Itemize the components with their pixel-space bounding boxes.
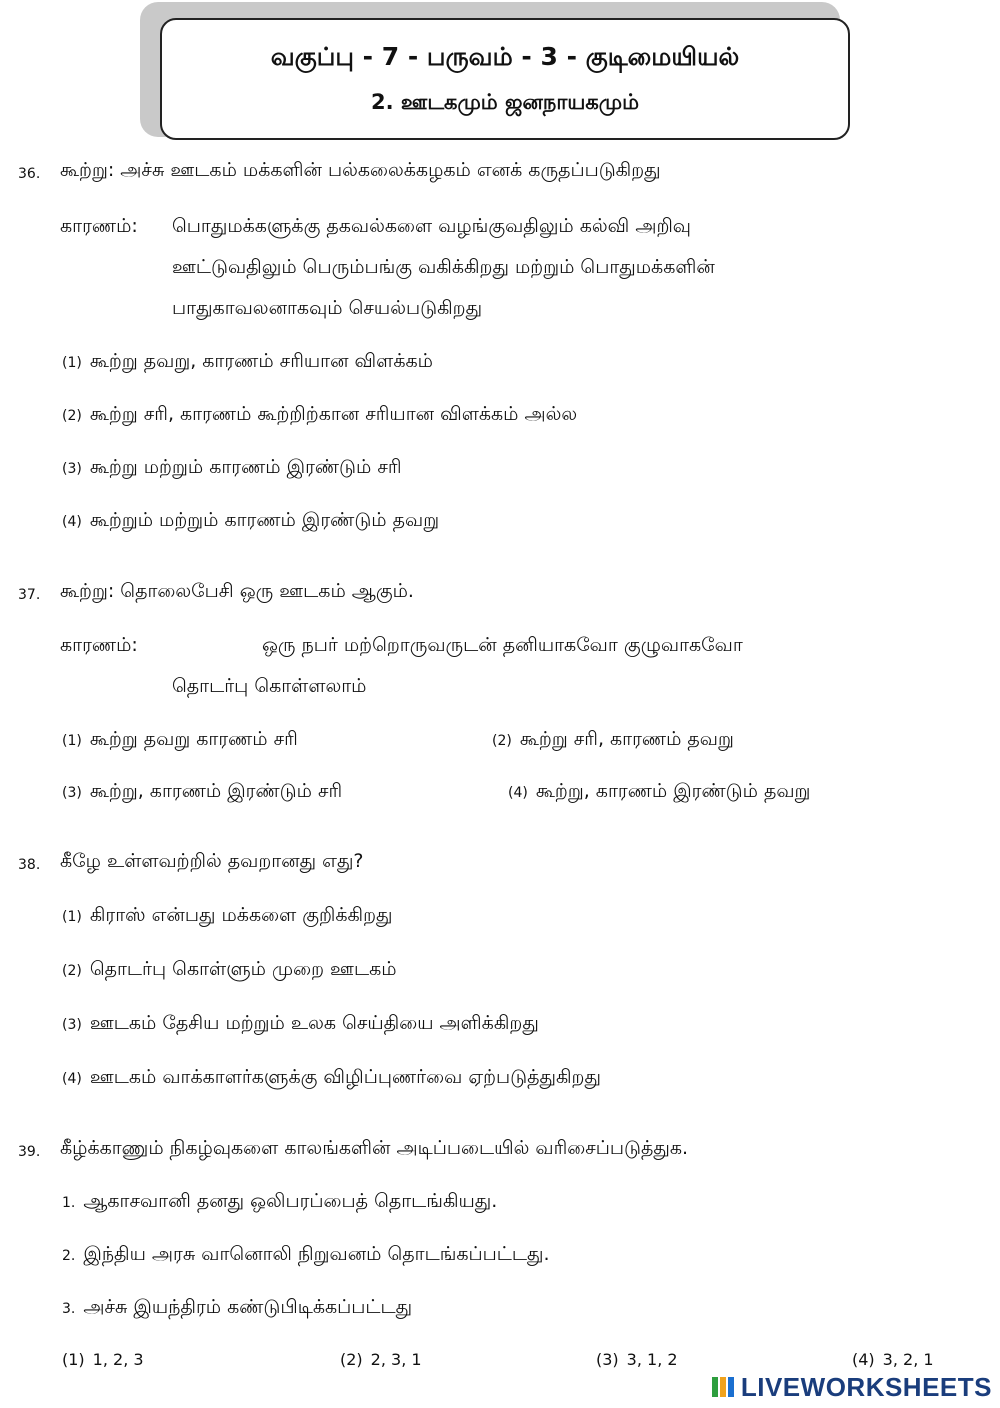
option-text: 3, 2, 1 bbox=[882, 1350, 934, 1369]
q39-event-3 bbox=[62, 1296, 412, 1321]
option-text: கூற்று சரி, காரணம் தவறு bbox=[519, 728, 734, 750]
q37-option-2[interactable] bbox=[492, 728, 734, 753]
q37-option-3[interactable] bbox=[62, 780, 342, 805]
q38-option-3[interactable] bbox=[62, 1012, 539, 1037]
option-number: (2) bbox=[492, 733, 512, 749]
option-text: 1, 2, 3 bbox=[92, 1350, 144, 1369]
option-text: கூற்றும் மற்றும் காரணம் இரண்டும் தவறு bbox=[89, 509, 440, 531]
q36-option-2[interactable] bbox=[62, 403, 577, 428]
option-number: (4) bbox=[852, 1350, 875, 1369]
q36-reason-line-2: ஊட்டுவதிலும் பெரும்பங்கு வகிக்கிறது மற்றும் பொதுமக்களின் bbox=[172, 256, 715, 278]
option-text: கூற்று, காரணம் இரண்டும் சரி bbox=[89, 780, 343, 802]
option-text: கூற்று தவறு காரணம் சரி bbox=[89, 728, 298, 750]
option-text: ஊடகம் வாக்காளர்களுக்கு விழிப்புணர்வை ஏற்படுத்துகிறது bbox=[89, 1066, 601, 1088]
q37-reason-label: காரணம்: bbox=[60, 634, 138, 656]
q39-option-1[interactable] bbox=[62, 1350, 144, 1369]
liveworksheets-logo-icon bbox=[711, 1375, 735, 1399]
option-text: கூற்று மற்றும் காரணம் இரண்டும் சரி bbox=[89, 456, 402, 478]
q37-reason-line-1: ஒரு நபர் மற்றொருவருடன் தனியாகவோ குழுவாகவோ bbox=[262, 634, 743, 656]
q36-option-3[interactable] bbox=[62, 456, 402, 481]
option-number: (1) bbox=[62, 733, 82, 749]
q38-option-4[interactable] bbox=[62, 1066, 601, 1091]
q36-reason-line-1: பொதுமக்களுக்கு தகவல்களை வழங்குவதிலும் கல்வி அறிவு bbox=[172, 215, 691, 237]
option-number: (4) bbox=[62, 514, 82, 530]
option-number: (1) bbox=[62, 1350, 85, 1369]
option-text: கிராஸ் என்பது மக்களை குறிக்கிறது bbox=[89, 904, 393, 926]
page-subtitle: 2. ஊடகமும் ஜனநாயகமும் bbox=[371, 90, 639, 114]
option-number: (2) bbox=[340, 1350, 363, 1369]
watermark bbox=[711, 1370, 992, 1404]
option-number: (4) bbox=[508, 785, 528, 801]
question-number-38: 38. bbox=[18, 857, 41, 873]
q39-event-2 bbox=[62, 1243, 550, 1268]
question-number-37: 37. bbox=[18, 587, 41, 603]
option-number: (1) bbox=[62, 355, 82, 371]
event-text: ஆகாசவானி தனது ஒலிபரப்பைத் தொடங்கியது. bbox=[83, 1190, 498, 1212]
q39-option-3[interactable] bbox=[596, 1350, 678, 1369]
q38-option-1[interactable] bbox=[62, 904, 393, 929]
event-text: இந்திய அரசு வானொலி நிறுவனம் தொடங்கப்பட்டது. bbox=[83, 1243, 550, 1265]
option-number: (2) bbox=[62, 963, 82, 979]
option-number: (3) bbox=[62, 1017, 82, 1033]
q39-option-4[interactable] bbox=[852, 1350, 934, 1369]
q37-statement: கூற்று: தொலைபேசி ஒரு ஊடகம் ஆகும். bbox=[60, 580, 414, 602]
option-number: (4) bbox=[62, 1071, 82, 1087]
option-text: கூற்று தவறு, காரணம் சரியான விளக்கம் bbox=[89, 350, 433, 372]
event-text: அச்சு இயந்திரம் கண்டுபிடிக்கப்பட்டது bbox=[83, 1296, 413, 1318]
option-number: (2) bbox=[62, 408, 82, 424]
q38-statement: கீழே உள்ளவற்றில் தவறானது எது? bbox=[60, 850, 364, 872]
event-number: 1. bbox=[62, 1195, 76, 1211]
option-text: 3, 1, 2 bbox=[626, 1350, 678, 1369]
header-box bbox=[160, 18, 850, 140]
q39-statement: கீழ்க்காணும் நிகழ்வுகளை காலங்களின் அடிப்படையில் வரிசைப்படுத்துக. bbox=[60, 1137, 689, 1159]
option-text: தொடர்பு கொள்ளும் முறை ஊடகம் bbox=[89, 958, 397, 980]
question-number-36: 36. bbox=[18, 166, 41, 182]
option-number: (3) bbox=[596, 1350, 619, 1369]
option-number: (1) bbox=[62, 909, 82, 925]
q36-reason-line-3: பாதுகாவலனாகவும் செயல்படுகிறது bbox=[172, 297, 483, 319]
option-text: ஊடகம் தேசிய மற்றும் உலக செய்தியை அளிக்கிறது bbox=[89, 1012, 539, 1034]
watermark-text: LIVEWORKSHEETS bbox=[740, 1371, 992, 1402]
q36-reason-label: காரணம்: bbox=[60, 215, 138, 237]
q36-statement: கூற்று: அச்சு ஊடகம் மக்களின் பல்கலைக்கழகம் எனக் கருதப்படுகிறது bbox=[60, 159, 661, 181]
q37-reason-line-2: தொடர்பு கொள்ளலாம் bbox=[172, 675, 367, 697]
q39-event-1 bbox=[62, 1190, 497, 1215]
q39-option-2[interactable] bbox=[340, 1350, 422, 1369]
q37-option-1[interactable] bbox=[62, 728, 298, 753]
option-number: (3) bbox=[62, 461, 82, 477]
q36-option-4[interactable] bbox=[62, 509, 439, 534]
option-number: (3) bbox=[62, 785, 82, 801]
q38-option-2[interactable] bbox=[62, 958, 397, 983]
event-number: 2. bbox=[62, 1248, 76, 1264]
option-text: கூற்று சரி, காரணம் கூற்றிற்கான சரியான விளக்கம் அல்ல bbox=[89, 403, 578, 425]
question-number-39: 39. bbox=[18, 1144, 41, 1160]
event-number: 3. bbox=[62, 1301, 76, 1317]
page-title: வகுப்பு - 7 - பருவம் - 3 - குடிமையியல் bbox=[270, 42, 740, 71]
option-text: 2, 3, 1 bbox=[370, 1350, 422, 1369]
q37-option-4[interactable] bbox=[508, 780, 810, 805]
q36-option-1[interactable] bbox=[62, 350, 433, 375]
option-text: கூற்று, காரணம் இரண்டும் தவறு bbox=[535, 780, 811, 802]
